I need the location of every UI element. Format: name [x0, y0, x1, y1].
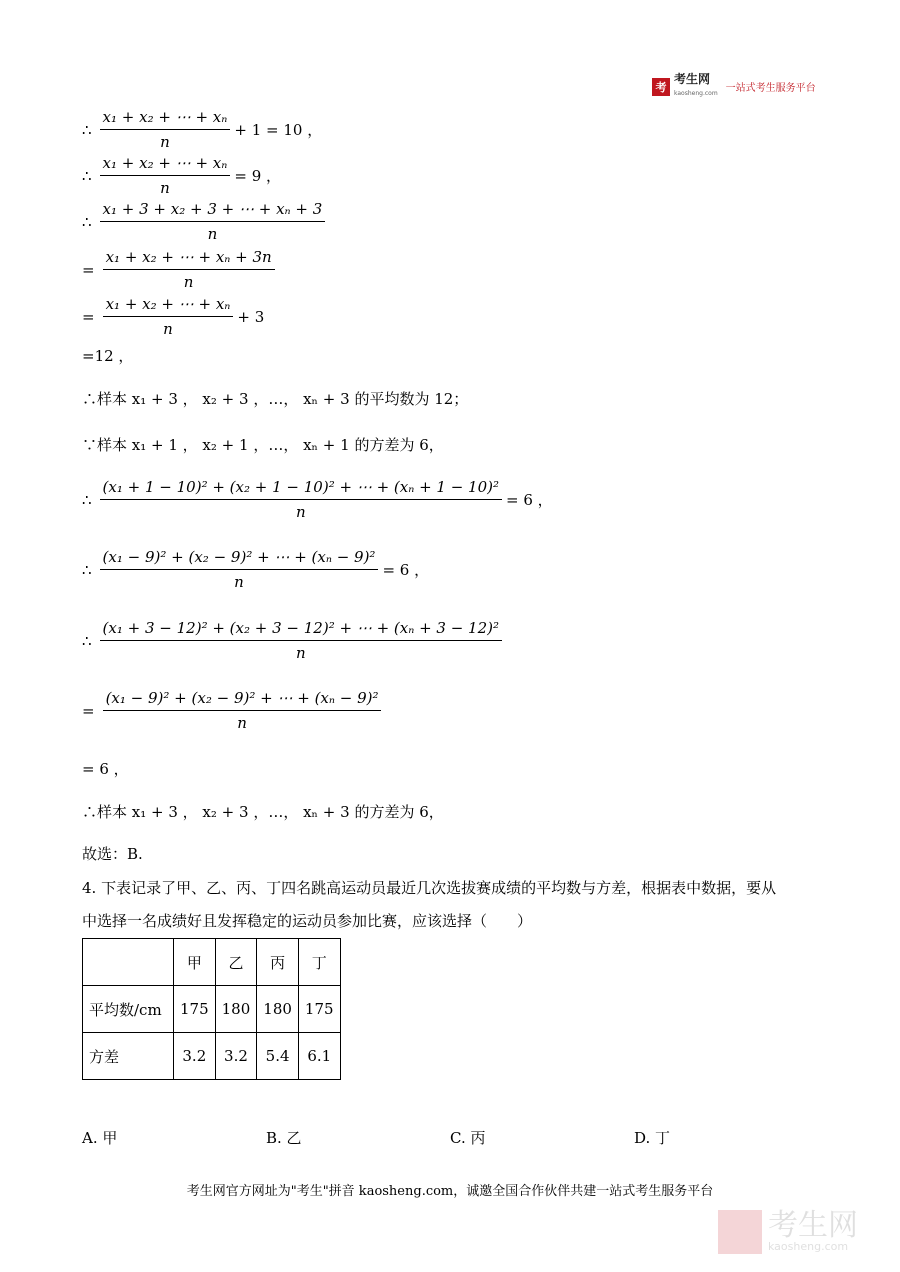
page-footer: 考生网官方网址为"考生"拼音 kaosheng.com，诚邀全国合作伙伴共建一站式考生服务平台 [186, 1184, 714, 1199]
solution-line-13: = 6 ， [82, 760, 129, 778]
table-cell: 175 [298, 986, 340, 1033]
table-cell: 175 [174, 986, 216, 1033]
solution-answer: 故选：B. [82, 845, 143, 863]
solution-line-6: =12 ， [82, 347, 134, 365]
table-cell: 3.2 [215, 1033, 257, 1080]
option-c: C. 丙 [450, 1129, 486, 1147]
table-row [83, 1033, 341, 1080]
solution-line-10: ∴ $\frac{\text{(x₁ − 9)² + (x₂ − 9)² + ⋯ + (xₙ − 9)²}}{n}$ = 6 ， [82, 548, 430, 591]
header-logo [652, 73, 816, 100]
table-cell: 方差 [83, 1033, 174, 1080]
table-header-cell: 丁 [298, 939, 340, 986]
solution-line-12: = $\frac{\text{(x₁ − 9)² + (x₂ − 9)² + ⋯ + (xₙ − 9)²}}{n}$ [82, 689, 385, 732]
header-slogan: 一站式考生服务平台 [725, 83, 816, 94]
logo-mark-icon: 考 [652, 78, 670, 96]
solution-line-1: ∴ $\frac{\text{x₁ + x₂ + ⋯ + xₙ}}{n}$ + 1 = 10 ， [82, 108, 323, 151]
watermark-text: 考生网 [768, 1208, 858, 1243]
solution-line-9: ∴ $\frac{\text{(x₁ + 1 − 10)² + (x₂ + 1 − 10)² + ⋯ + (xₙ + 1 − 10)²}}{n}$ = 6 ， [82, 478, 553, 521]
watermark-logo [718, 1210, 858, 1254]
table-cell: 180 [257, 986, 299, 1033]
watermark-domain: kaosheng.com [768, 1240, 849, 1253]
table-header-cell: 甲 [174, 939, 216, 986]
table-cell: 5.4 [257, 1033, 299, 1080]
table-header-cell: 丙 [257, 939, 299, 986]
table-cell: 180 [215, 986, 257, 1033]
table-cell: 平均数/cm [83, 986, 174, 1033]
solution-line-11: ∴ $\frac{\text{(x₁ + 3 − 12)² + (x₂ + 3 − 12)² + ⋯ + (xₙ + 3 − 12)²}}{n}$ [82, 619, 506, 662]
score-table [82, 938, 341, 1080]
table-cell: 6.1 [298, 1033, 340, 1080]
option-b: B. 乙 [266, 1129, 302, 1147]
table-header-cell: 乙 [215, 939, 257, 986]
table-cell: 3.2 [174, 1033, 216, 1080]
table-header-cell [83, 939, 174, 986]
solution-line-8: ∵样本 x₁ + 1 ， x₂ + 1 ，…， xₙ + 1 的方差为 6， [82, 436, 444, 454]
solution-line-4: = $\frac{\text{x₁ + x₂ + ⋯ + xₙ + 3n}}{n}$ [82, 248, 279, 291]
watermark-mark-icon [718, 1210, 762, 1254]
question-4-text-line-2: 中选择一名成绩好且发挥稳定的运动员参加比赛，应该选择（ ） [82, 912, 533, 930]
solution-line-2: ∴ $\frac{\text{x₁ + x₂ + ⋯ + xₙ}}{n}$ = 9 ， [82, 154, 282, 197]
solution-line-7: ∴样本 x₁ + 3 ， x₂ + 3 ，…， xₙ + 3 的平均数为 12； [82, 390, 469, 408]
logo-name: 考生网 kaosheng.com [674, 72, 718, 97]
solution-line-14: ∴样本 x₁ + 3 ， x₂ + 3 ，…， xₙ + 3 的方差为 6， [82, 803, 444, 821]
question-4-text-line-1: 4. 下表记录了甲、乙、丙、丁四名跳高运动员最近几次选拔赛成绩的平均数与方差，根据表中数据，要从 [82, 879, 777, 897]
table-header-row [83, 939, 341, 986]
option-d: D. 丁 [634, 1129, 671, 1147]
solution-line-3: ∴ $\frac{\text{x₁ + 3 + x₂ + 3 + ⋯ + xₙ + 3}}{n}$ [82, 200, 329, 243]
option-a: A. 甲 [82, 1129, 118, 1147]
solution-line-5: = $\frac{\text{x₁ + x₂ + ⋯ + xₙ}}{n}$ + 3 [82, 295, 265, 338]
table-row [83, 986, 341, 1033]
